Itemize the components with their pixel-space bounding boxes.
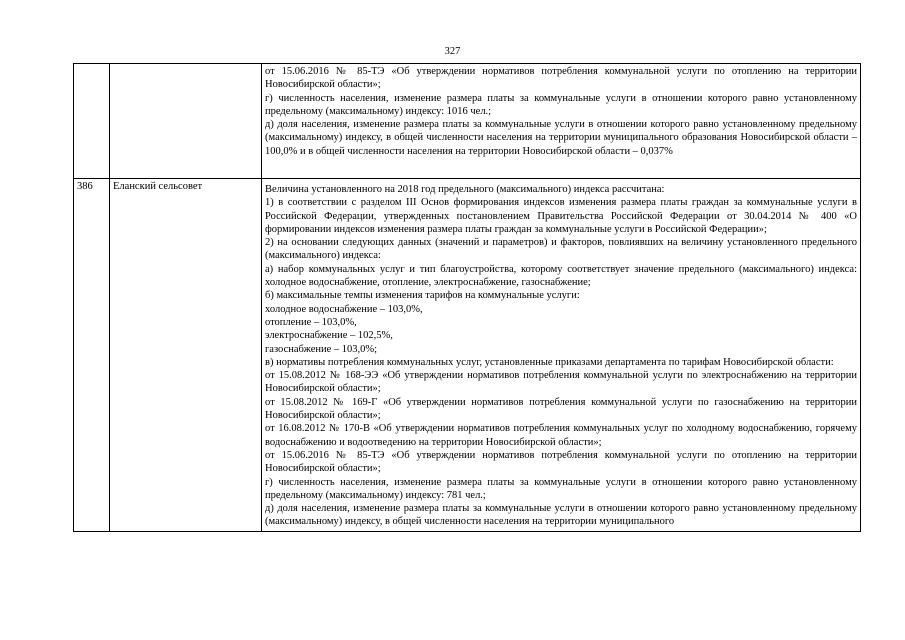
description-paragraph: от 15.08.2012 № 168-ЭЭ «Об утверждении нормативов потребления коммунальной услуги по электроснабжению на территории Новосибирской области»; — [265, 370, 857, 395]
description-paragraph: от 16.08.2012 № 170-В «Об утверждении нормативов потребления коммунальных услуг по холодному водоснабжению, горячему водоснабжению и водоотведению на территории Новосибирской области»; — [265, 423, 857, 448]
description-paragraph: в) нормативы потребления коммунальных услуг, установленные приказами департамента по тарифам Новосибирской области: — [265, 356, 834, 368]
description-paragraph: 1) в соответствии с разделом III Основ формирования индексов изменения размера платы граждан за коммунальные услуги в Российской Федерации, утвержденных постановлением Правительства Российской Федерации от 30.04.2014 № 400 «О формировании индексов изменения размера платы граждан за коммунальные услуги в Российской Федерации»; — [265, 197, 857, 235]
description-paragraph: от 15.08.2012 № 169-Г «Об утверждении нормативов потребления коммунальной услуги по газоснабжению на территории Новосибирской области»; — [265, 396, 857, 422]
description-paragraph: г) численность населения, изменение размера платы за коммунальные услуги в отношении которого равно установленному предельному (максимальному) индексу: 781 чел.; — [265, 476, 857, 501]
page-number: 327 — [444, 46, 461, 57]
description-paragraph: а) набор коммунальных услуг и тип благоустройства, которому соответствует значение предельного (максимального) индекса: холодное водоснабжение, отопление, электроснабжение, газоснабжение; — [265, 263, 857, 289]
row-number-cell — [74, 64, 110, 179]
description-paragraph: от 15.06.2016 № 85-ТЭ «Об утверждении нормативов потребления коммунальной услуги по отоплению на территории Новосибирской области»; — [265, 449, 857, 475]
description-paragraph: электроснабжение – 102,5%, — [265, 330, 393, 342]
tariff-index-table — [73, 63, 861, 532]
index-description-cell — [262, 64, 861, 179]
description-paragraph: холодное водоснабжение – 103,0%, — [265, 303, 423, 315]
description-paragraph: отопление – 103,0%, — [265, 316, 357, 328]
row-number-cell: 386 — [74, 179, 110, 532]
description-paragraph: от 15.06.2016 № 85-ТЭ «Об утверждении нормативов потребления коммунальной услуги по отоплению на территории Новосибирской области»; — [265, 66, 857, 91]
table-row — [74, 179, 861, 532]
index-description-cell — [262, 179, 861, 532]
municipality-name-cell — [110, 64, 262, 179]
description-paragraph: д) доля населения, изменение размера платы за коммунальные услуги в отношении которого равно установленному предельному (максимальному) индексу, в общей численности населения на территории муниципального образования Новосибирской области – 100,0% и в общей численности населения на территории Новосибирской области – 0,037% — [265, 119, 857, 157]
description-paragraph: Величина установленного на 2018 год предельного (максимального) индекса рассчитана: — [265, 184, 665, 195]
description-paragraph: газоснабжение – 103,0%; — [265, 343, 378, 355]
table-row — [74, 64, 861, 179]
description-paragraph: 2) на основании следующих данных (значений и параметров) и факторов, повлиявших на величину установленного предельного (максимального) индекса: — [265, 237, 857, 262]
municipality-name-cell: Еланский сельсовет — [110, 179, 262, 532]
description-paragraph: д) доля населения, изменение размера платы за коммунальные услуги в отношении которого равно установленному предельному (максимальному) индексу, в общей численности населения на территории муниципального — [265, 503, 857, 528]
description-paragraph: б) максимальные темпы изменения тарифов на коммунальные услуги: — [265, 290, 580, 302]
description-paragraph: г) численность населения, изменение размера платы за коммунальные услуги в отношении которого равно установленному предельному (максимальному) индексу: 1016 чел.; — [265, 92, 857, 117]
